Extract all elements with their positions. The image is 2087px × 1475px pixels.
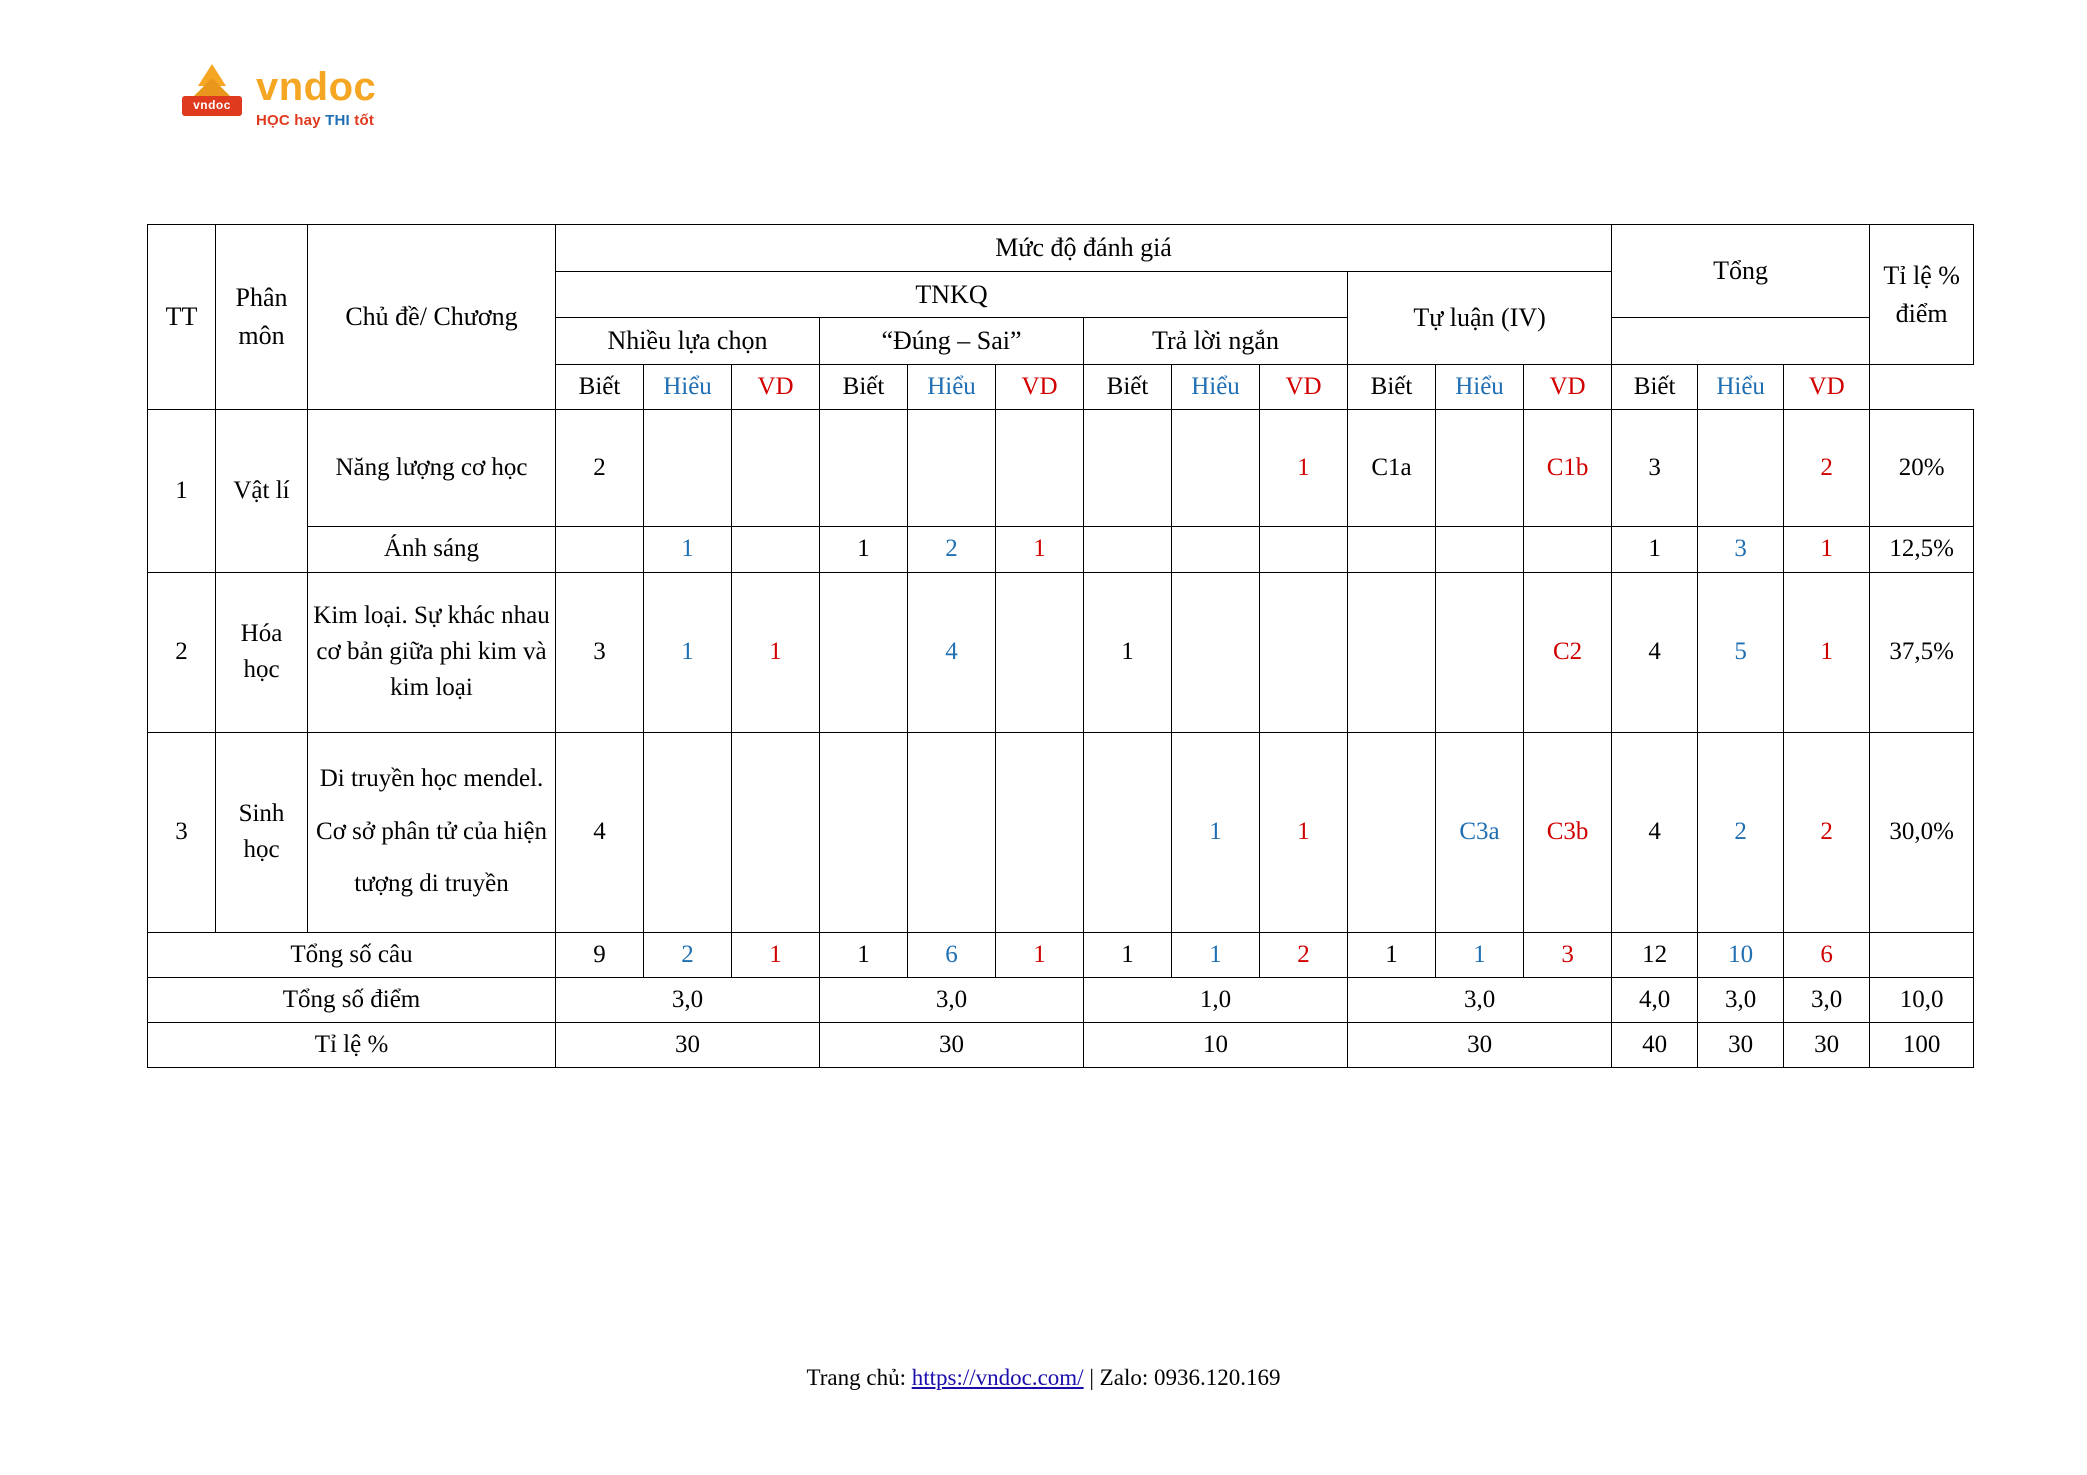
header-dung-sai: “Đúng – Sai” bbox=[820, 318, 1084, 365]
cell-r4-c2 bbox=[644, 732, 732, 932]
total-q-c4: 1 bbox=[820, 932, 908, 977]
summary-row-percentage bbox=[148, 1023, 1974, 1068]
summary-row-total-questions bbox=[148, 932, 1974, 977]
logo-tagline-part-2: THI bbox=[325, 111, 355, 129]
tile-g4: 30 bbox=[1348, 1023, 1612, 1068]
page-footer bbox=[0, 1365, 2087, 1391]
exam-matrix-table bbox=[147, 224, 1974, 1068]
cell-r1-c1: 2 bbox=[556, 410, 644, 527]
cell-r4-c7 bbox=[1084, 732, 1172, 932]
total-p-g4: 3,0 bbox=[1348, 977, 1612, 1022]
cell-r4-c4 bbox=[820, 732, 908, 932]
footer-suffix: | Zalo: 0936.120.169 bbox=[1083, 1365, 1281, 1390]
header-muc-do-danh-gia: Mức độ đánh giá bbox=[556, 225, 1612, 272]
total-p-tile: 10,0 bbox=[1870, 977, 1974, 1022]
logo-brand-name: vndoc bbox=[256, 64, 377, 109]
vndoc-logo-icon bbox=[178, 62, 246, 132]
cell-r1-c7 bbox=[1084, 410, 1172, 527]
cell-r3-c4 bbox=[820, 572, 908, 732]
tile-t1: 40 bbox=[1612, 1023, 1698, 1068]
cell-r1-c5 bbox=[908, 410, 996, 527]
cell-r3-c5: 4 bbox=[908, 572, 996, 732]
cell-r1-tile: 20% bbox=[1870, 410, 1974, 527]
cell-r1-c6 bbox=[996, 410, 1084, 527]
header-ti-le-diem: Tỉ lệ % điểm bbox=[1870, 225, 1974, 365]
total-q-c13: 12 bbox=[1612, 932, 1698, 977]
total-q-c14: 10 bbox=[1698, 932, 1784, 977]
header-tnkq: TNKQ bbox=[556, 271, 1348, 318]
tile-t2: 30 bbox=[1698, 1023, 1784, 1068]
row-mon-1: Vật lí bbox=[216, 410, 308, 572]
cell-r1-c11 bbox=[1436, 410, 1524, 527]
logo-tagline bbox=[256, 113, 376, 128]
cell-r1-c14 bbox=[1698, 410, 1784, 527]
total-q-c9: 2 bbox=[1260, 932, 1348, 977]
cell-r3-c1: 3 bbox=[556, 572, 644, 732]
cell-r1-c9: 1 bbox=[1260, 410, 1348, 527]
header-level-biet-4: Biết bbox=[1348, 365, 1436, 410]
header-tt: TT bbox=[148, 225, 216, 410]
total-q-c3: 1 bbox=[732, 932, 820, 977]
table-row bbox=[148, 732, 1974, 932]
row-topic-3: Kim loại. Sự khác nhau cơ bản giữa phi kim và kim loại bbox=[308, 572, 556, 732]
cell-r4-c13: 4 bbox=[1612, 732, 1698, 932]
row-topic-1: Năng lượng cơ học bbox=[308, 410, 556, 527]
header-chu-de: Chủ đề/ Chương bbox=[308, 225, 556, 410]
table-row bbox=[148, 572, 1974, 732]
header-level-hieu-3: Hiểu bbox=[1172, 365, 1260, 410]
header-level-biet-1: Biết bbox=[556, 365, 644, 410]
label-tong-so-cau: Tổng số câu bbox=[148, 932, 556, 977]
cell-r1-c12: C1b bbox=[1524, 410, 1612, 527]
cell-r3-c6 bbox=[996, 572, 1084, 732]
footer-homepage-link[interactable]: https://vndoc.com/ bbox=[911, 1365, 1084, 1390]
row-tt-3: 2 bbox=[148, 572, 216, 732]
cell-r2-c6: 1 bbox=[996, 527, 1084, 572]
cell-r3-c15: 1 bbox=[1784, 572, 1870, 732]
logo-text-block bbox=[256, 64, 377, 129]
cell-r3-c7: 1 bbox=[1084, 572, 1172, 732]
logo-base-label: vndoc bbox=[193, 98, 231, 112]
cell-r4-tile: 30,0% bbox=[1870, 732, 1974, 932]
header-level-vd-5: VD bbox=[1784, 365, 1870, 410]
tile-g2: 30 bbox=[820, 1023, 1084, 1068]
cell-r2-c9 bbox=[1260, 527, 1348, 572]
total-p-t1: 4,0 bbox=[1612, 977, 1698, 1022]
header-level-hieu-1: Hiểu bbox=[644, 365, 732, 410]
total-p-g1: 3,0 bbox=[556, 977, 820, 1022]
cell-r2-c7 bbox=[1084, 527, 1172, 572]
header-level-hieu-2: Hiểu bbox=[908, 365, 996, 410]
logo-tagline-part-1: HỌC hay bbox=[256, 111, 326, 129]
total-q-c2: 2 bbox=[644, 932, 732, 977]
header-level-biet-2: Biết bbox=[820, 365, 908, 410]
cell-r2-c13: 1 bbox=[1612, 527, 1698, 572]
header-level-hieu-4: Hiểu bbox=[1436, 365, 1524, 410]
cell-r4-c15: 2 bbox=[1784, 732, 1870, 932]
cell-r4-c10 bbox=[1348, 732, 1436, 932]
cell-r3-c8 bbox=[1172, 572, 1260, 732]
header-level-biet-5: Biết bbox=[1612, 365, 1698, 410]
total-p-t2: 3,0 bbox=[1698, 977, 1784, 1022]
total-q-c1: 9 bbox=[556, 932, 644, 977]
cell-r4-c8: 1 bbox=[1172, 732, 1260, 932]
total-p-t3: 3,0 bbox=[1784, 977, 1870, 1022]
tile-g3: 10 bbox=[1084, 1023, 1348, 1068]
header-nhieu-lua-chon: Nhiều lựa chọn bbox=[556, 318, 820, 365]
total-q-c8: 1 bbox=[1172, 932, 1260, 977]
cell-r4-c14: 2 bbox=[1698, 732, 1784, 932]
total-q-tile bbox=[1870, 932, 1974, 977]
cell-r2-c12 bbox=[1524, 527, 1612, 572]
header-level-vd-1: VD bbox=[732, 365, 820, 410]
site-logo bbox=[178, 62, 376, 132]
cell-r2-c4: 1 bbox=[820, 527, 908, 572]
cell-r3-c12: C2 bbox=[1524, 572, 1612, 732]
total-p-g3: 1,0 bbox=[1084, 977, 1348, 1022]
header-level-biet-3: Biết bbox=[1084, 365, 1172, 410]
cell-r2-c14: 3 bbox=[1698, 527, 1784, 572]
header-phan-mon: Phân môn bbox=[216, 225, 308, 410]
cell-r4-c9: 1 bbox=[1260, 732, 1348, 932]
cell-r1-c4 bbox=[820, 410, 908, 527]
cell-r2-c3 bbox=[732, 527, 820, 572]
cell-r2-c15: 1 bbox=[1784, 527, 1870, 572]
logo-tagline-part-3: tốt bbox=[354, 111, 375, 129]
table-row bbox=[148, 527, 1974, 572]
table-row bbox=[148, 410, 1974, 527]
cell-r3-c9 bbox=[1260, 572, 1348, 732]
header-level-vd-2: VD bbox=[996, 365, 1084, 410]
row-tt-4: 3 bbox=[148, 732, 216, 932]
cell-r3-tile: 37,5% bbox=[1870, 572, 1974, 732]
tile-total: 100 bbox=[1870, 1023, 1974, 1068]
cell-r4-c1: 4 bbox=[556, 732, 644, 932]
summary-row-total-points bbox=[148, 977, 1974, 1022]
tile-g1: 30 bbox=[556, 1023, 820, 1068]
row-tt-1: 1 bbox=[148, 410, 216, 572]
row-topic-4: Di truyền học mendel. Cơ sở phân tử của hiện tượng di truyền bbox=[308, 732, 556, 932]
header-tu-luan: Tự luận (IV) bbox=[1348, 271, 1612, 364]
cell-r3-c2: 1 bbox=[644, 572, 732, 732]
label-ti-le: Tỉ lệ % bbox=[148, 1023, 556, 1068]
cell-r1-c3 bbox=[732, 410, 820, 527]
row-topic-2: Ánh sáng bbox=[308, 527, 556, 572]
cell-r2-c5: 2 bbox=[908, 527, 996, 572]
cell-r4-c6 bbox=[996, 732, 1084, 932]
header-tra-loi-ngan: Trả lời ngắn bbox=[1084, 318, 1348, 365]
cell-r1-c8 bbox=[1172, 410, 1260, 527]
cell-r3-c11 bbox=[1436, 572, 1524, 732]
label-tong-so-diem: Tổng số điểm bbox=[148, 977, 556, 1022]
cell-r4-c3 bbox=[732, 732, 820, 932]
cell-r1-c2 bbox=[644, 410, 732, 527]
cell-r1-c13: 3 bbox=[1612, 410, 1698, 527]
total-q-c10: 1 bbox=[1348, 932, 1436, 977]
cell-r2-c1 bbox=[556, 527, 644, 572]
table-header-row-1 bbox=[148, 225, 1974, 272]
footer-prefix: Trang chủ: bbox=[806, 1365, 912, 1390]
cell-r3-c14: 5 bbox=[1698, 572, 1784, 732]
cell-r4-c5 bbox=[908, 732, 996, 932]
total-q-c11: 1 bbox=[1436, 932, 1524, 977]
tile-t3: 30 bbox=[1784, 1023, 1870, 1068]
cell-r2-c11 bbox=[1436, 527, 1524, 572]
cell-r2-tile: 12,5% bbox=[1870, 527, 1974, 572]
cell-r2-c10 bbox=[1348, 527, 1436, 572]
cell-r4-c12: C3b bbox=[1524, 732, 1612, 932]
cell-r1-c15: 2 bbox=[1784, 410, 1870, 527]
header-tong: Tổng bbox=[1612, 225, 1870, 318]
logo-roof-bottom-icon bbox=[192, 78, 232, 98]
total-q-c12: 3 bbox=[1524, 932, 1612, 977]
header-level-vd-3: VD bbox=[1260, 365, 1348, 410]
cell-r3-c13: 4 bbox=[1612, 572, 1698, 732]
cell-r1-c10: C1a bbox=[1348, 410, 1436, 527]
header-level-vd-4: VD bbox=[1524, 365, 1612, 410]
total-q-c7: 1 bbox=[1084, 932, 1172, 977]
cell-r4-c11: C3a bbox=[1436, 732, 1524, 932]
cell-r3-c10 bbox=[1348, 572, 1436, 732]
row-mon-4: Sinh học bbox=[216, 732, 308, 932]
cell-r2-c2: 1 bbox=[644, 527, 732, 572]
row-mon-3: Hóa học bbox=[216, 572, 308, 732]
total-p-g2: 3,0 bbox=[820, 977, 1084, 1022]
cell-r3-c3: 1 bbox=[732, 572, 820, 732]
total-q-c5: 6 bbox=[908, 932, 996, 977]
total-q-c15: 6 bbox=[1784, 932, 1870, 977]
cell-r2-c8 bbox=[1172, 527, 1260, 572]
header-level-hieu-5: Hiểu bbox=[1698, 365, 1784, 410]
total-q-c6: 1 bbox=[996, 932, 1084, 977]
